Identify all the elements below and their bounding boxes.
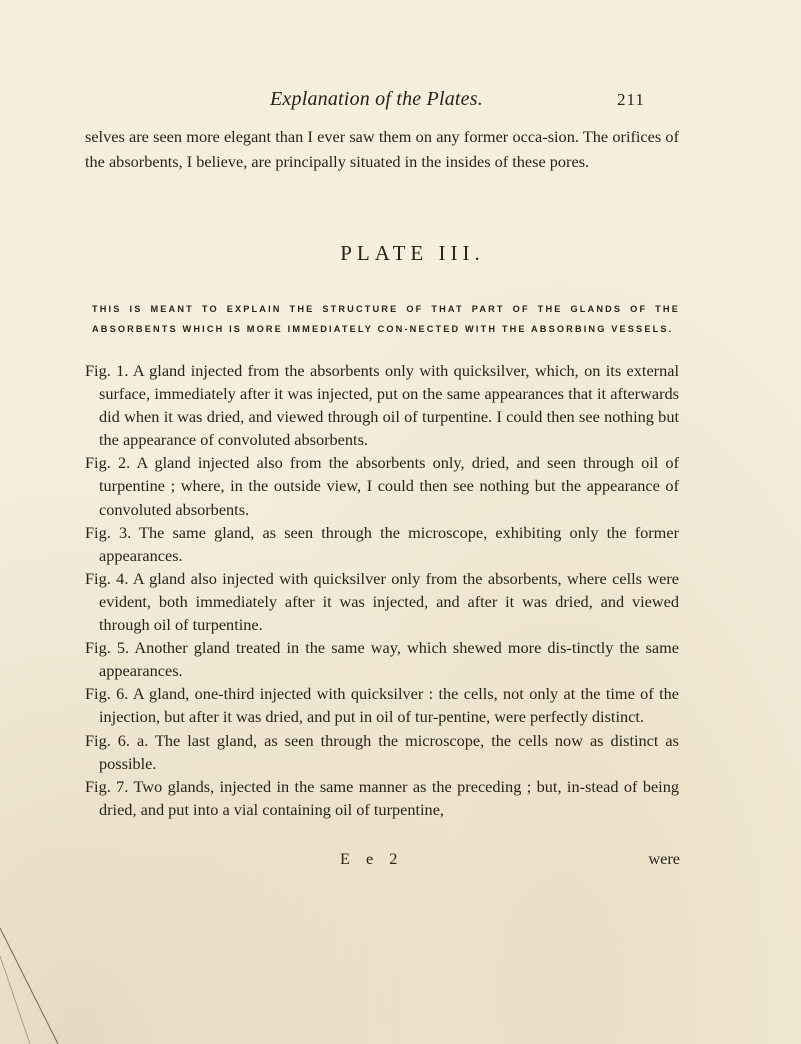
signature-mark: E e 2	[340, 849, 404, 868]
figure-entry: Fig. 2. A gland injected also from the absorbents only, dried, and seen through oil of turpentine ; where, in the outside view, I could then see nothing but the appearance of convoluted absorbents.	[85, 453, 679, 519]
figure-entry: Fig. 1. A gland injected from the absorbents only with quicksilver, which, on its external surface, immediately after it was injected, put on the same appearances that it afterwards did when it was dried, and viewed through oil of turpentine. I could then see nothing but the appearance of convoluted absorbents.	[85, 361, 679, 450]
figure-entry: Fig. 6. A gland, one-third injected with quicksilver : the cells, not only at the time of the injection, but after it was dried, and put in oil of tur-pentine, were perfectly distinct.	[85, 684, 679, 727]
intro-paragraph	[85, 124, 679, 174]
figure-list	[85, 359, 679, 821]
page-number: 211	[617, 90, 645, 109]
figure-entry: Fig. 5. Another gland treated in the same way, which shewed more dis-tinctly the same appearances.	[85, 638, 679, 681]
plate-title: PLATE III.	[340, 241, 485, 265]
catchword: were	[648, 849, 680, 868]
running-title: Explanation of the Plates.	[270, 88, 483, 110]
figure-entry: Fig. 6. a. The last gland, as seen through the microscope, the cells now as distinct as possible.	[85, 730, 679, 773]
figure-entry: Fig. 7. Two glands, injected in the same manner as the preceding ; but, in-stead of being dried, and put into a vial containing oil of turpentine,	[85, 776, 679, 819]
page-corner-crease	[0, 928, 60, 1044]
figure-entry: Fig. 3. The same gland, as seen through the microscope, exhibiting only the former appearances.	[85, 522, 679, 565]
plate-description: THIS IS MEANT TO EXPLAIN THE STRUCTURE OF THAT PART OF THE GLANDS OF THE ABSORBENTS WHICH IS MORE IMMEDIATELY CON-NECTED WITH THE ABSORBING VESSELS.	[92, 304, 680, 334]
intro-text: selves are seen more elegant than I ever saw them on any former occa-sion. The orifices of the absorbents, I believe, are principally situated in the insides of these pores.	[85, 127, 679, 171]
figure-entry: Fig. 4. A gland also injected with quicksilver only from the absorbents, where cells were evident, both immediately after it was injected, and after it was dried, and viewed through oil of turpentine.	[85, 568, 679, 635]
